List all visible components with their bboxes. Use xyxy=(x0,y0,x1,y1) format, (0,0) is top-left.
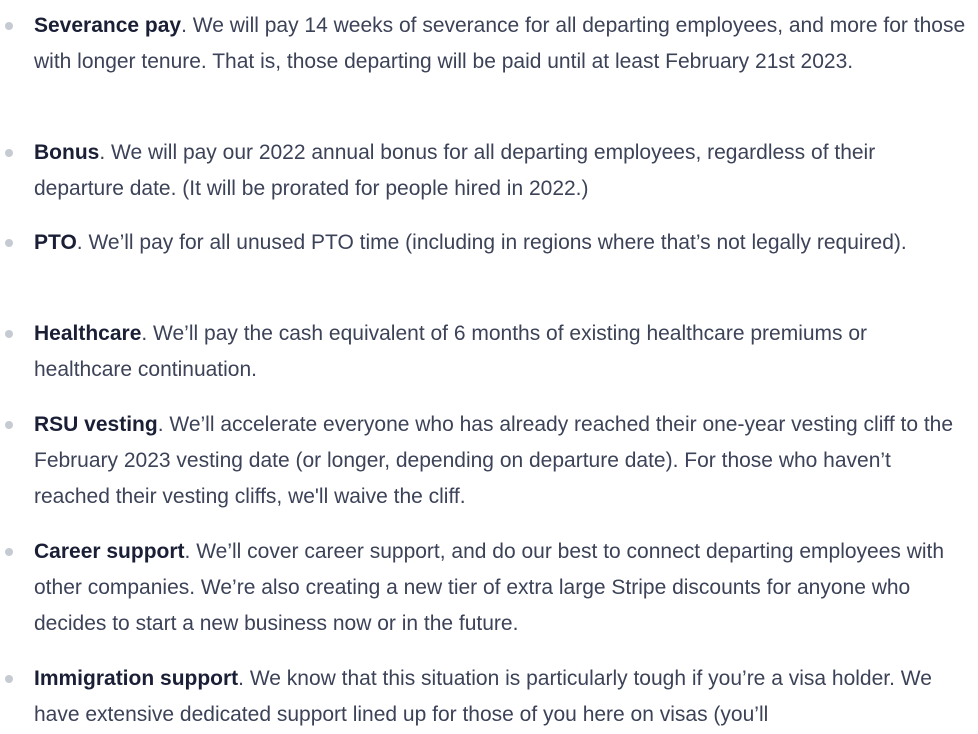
item-term: Severance pay xyxy=(34,14,182,37)
list-item-career-support xyxy=(34,534,969,642)
bullet-icon xyxy=(5,421,13,429)
item-text: . We know that this situation is particularly tough if you’re a visa holder. We have extensive dedicated support lined up for those of you here on visas (you’ll xyxy=(34,667,932,726)
bullet-icon xyxy=(5,675,13,683)
item-term: PTO xyxy=(34,231,77,254)
bullet-icon xyxy=(5,149,13,157)
bullet-icon xyxy=(5,330,13,338)
item-text: . We’ll accelerate everyone who has already reached their one-year vesting cliff to the February 2023 vesting date (or longer, depending on departure date). For those who haven’t reached their vesting cliffs, we'll waive the cliff. xyxy=(34,413,954,508)
bullet-icon xyxy=(5,239,13,247)
list-item-pto xyxy=(34,225,969,261)
item-text: . We’ll pay for all unused PTO time (including in regions where that’s not legally required). xyxy=(76,231,907,254)
list-item-severance-pay xyxy=(34,8,969,80)
item-term: Healthcare xyxy=(34,322,142,345)
item-term: RSU vesting xyxy=(34,413,158,436)
item-text: . We will pay 14 weeks of severance for all departing employees, and more for those with longer tenure. That is, those departing will be paid until at least February 21st 2023. xyxy=(34,14,966,73)
list-item-rsu-vesting xyxy=(34,407,969,515)
item-term: Bonus xyxy=(34,141,100,164)
bullet-icon xyxy=(5,548,13,556)
bullet-icon xyxy=(5,22,13,30)
item-term: Career support xyxy=(34,540,185,563)
list-item-immigration-support xyxy=(34,661,969,733)
item-text: . We will pay our 2022 annual bonus for all departing employees, regardless of their departure date. (It will be prorated for people hired in 2022.) xyxy=(34,141,876,200)
list-item-healthcare xyxy=(34,316,969,388)
item-term: Immigration support xyxy=(34,667,239,690)
item-text: . We’ll cover career support, and do our best to connect departing employees with other companies. We’re also creating a new tier of extra large Stripe discounts for anyone who decides to start a new business now or in the future. xyxy=(34,540,945,635)
list-item-bonus xyxy=(34,135,969,207)
item-text: . We’ll pay the cash equivalent of 6 months of existing healthcare premiums or healthcare continuation. xyxy=(34,322,868,381)
